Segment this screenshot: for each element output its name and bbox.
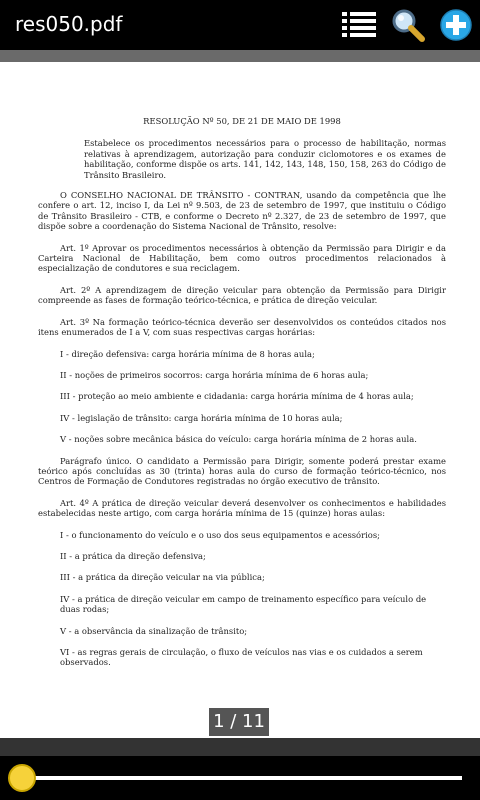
page-indicator: 1 / 11 xyxy=(209,708,269,736)
article-4-item: V - a observância da sinalização de trânsito; xyxy=(60,625,248,636)
article-3-item: IV - legislação de trânsito: carga horária mínima de 10 horas aula; xyxy=(60,412,343,423)
app-bar xyxy=(0,0,480,50)
bottom-page-edge xyxy=(0,738,480,756)
document-title: res050.pdf xyxy=(15,12,123,36)
resolution-summary: Estabelece os procedimentos necessários para o processo de habilitação, normas relativas à aprendizagem, autorização para conduzir ciclomotores e os exames de habilitação, conforme dispõe os arts. 141, 142, 143, 148, 150, 158, 263 do Código de Trânsito Brasileiro. xyxy=(84,138,446,180)
search-icon xyxy=(388,6,428,44)
page-slider-thumb[interactable] xyxy=(8,764,36,792)
article-3-item: III - proteção ao meio ambiente e cidadania: carga horária mínima de 4 horas aula; xyxy=(60,391,414,402)
article-4-item: VI - as regras gerais de circulação, o fluxo de veículos nas vias e os cuidados a serem observados. xyxy=(60,647,423,668)
add-icon xyxy=(436,6,476,44)
article-2: Art. 2º A aprendizagem de direção veicular para obtenção da Permissão para Dirigir compreende as fases de formação teórico-técnica, e prática de direção veicular. xyxy=(38,284,446,306)
resolution-title: RESOLUÇÃO Nº 50, DE 21 DE MAIO DE 1998 xyxy=(143,116,341,126)
article-3-item: II - noções de primeiros socorros: carga horária mínima de 6 horas aula; xyxy=(60,369,369,380)
list-button[interactable] xyxy=(340,6,380,44)
add-button[interactable] xyxy=(436,6,476,44)
article-1: Art. 1º Aprovar os procedimentos necessários à obtenção da Permissão para Dirigir e da Carteira Nacional de Habilitação, bem como outros procedimentos relacionados à especialização de condutores e sua reciclagem. xyxy=(38,242,446,274)
article-3: Art. 3º Na formação teórico-técnica deverão ser desenvolvidos os conteúdos citados nos itens enumerados de I a V, com suas respectivas cargas horárias: xyxy=(38,316,446,338)
article-3-item: V - noções sobre mecânica básica do veículo: carga horária mínima de 2 horas aula. xyxy=(60,434,417,445)
article-4-item: III - a prática da direção veicular na via pública; xyxy=(60,572,265,583)
top-page-edge xyxy=(0,50,480,62)
article-3-item: I - direção defensiva: carga horária mínima de 8 horas aula; xyxy=(60,348,315,359)
pdf-page[interactable] xyxy=(0,62,480,738)
article-4-item: IV - a prática de direção veicular em campo de treinamento específico para veículo de duas rodas; xyxy=(60,593,427,615)
list-icon xyxy=(340,6,380,44)
page-slider-track[interactable] xyxy=(20,776,462,780)
article-4-item: II - a prática da direção defensiva; xyxy=(60,550,206,561)
document-body xyxy=(38,116,446,679)
article-4-item: I - o funcionamento do veículo e o uso dos seus equipamentos e acessórios; xyxy=(60,529,380,540)
article-4: Art. 4º A prática de direção veicular deverá desenvolver os conhecimentos e habilidades estabelecidas neste artigo, com carga horária mínima de 15 (quinze) horas aulas: xyxy=(38,497,446,519)
preamble-paragraph: O CONSELHO NACIONAL DE TRÂNSITO - CONTRAN, usando da competência que lhe confere o art. 12, inciso I, da Lei nº 9.503, de 23 de setembro de 1997, que instituiu o Código de Trânsito Brasileiro - CTB, e conforme o Decreto nº 2.327, de 23 de setembro de 1997, que dispõe sobre a coordenação do Sistema Nacional de Trânsito, resolve: xyxy=(38,190,446,232)
search-button[interactable] xyxy=(388,6,428,44)
paragrafo-unico: Parágrafo único. O candidato a Permissão para Dirigir, somente poderá prestar exame teórico após concluídas as 30 (trinta) horas aula do curso de formação teórico-técnico, nos Centros de Formação de Condutores registradas no órgão executivo de trânsito. xyxy=(38,455,446,487)
